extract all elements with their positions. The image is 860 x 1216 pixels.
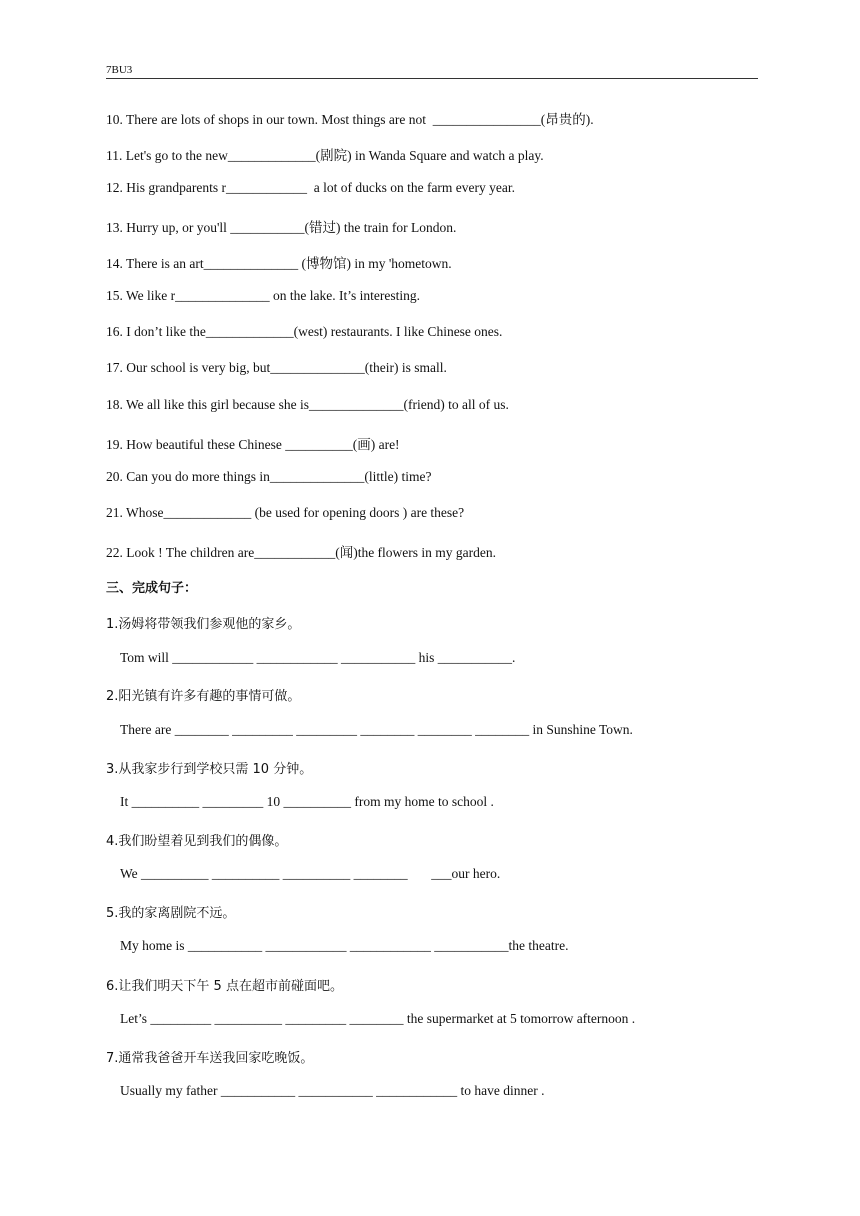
exercise-item-13: 13. Hurry up, or you'll ___________(错过) the train for London.: [106, 220, 457, 235]
exercise-item-21: 21. Whose_____________ (be used for opening doors ) are these?: [106, 505, 465, 520]
sentence-answer-7: Usually my father ___________ ___________ ____________ to have dinner .: [120, 1083, 545, 1098]
exercise-item-22: 22. Look ! The children are____________(闻)the flowers in my garden.: [106, 545, 497, 560]
sentence-answer-5: My home is ___________ ____________ ____________ ___________the theatre.: [120, 938, 569, 953]
sentence-prompt-2: 2.阳光镇有许多有趣的事情可做。: [106, 689, 301, 704]
exercise-item-10: 10. There are lots of shops in our town. Most things are not ________________(昂贵的).: [106, 112, 594, 127]
exercise-item-20: 20. Can you do more things in______________(little) time?: [106, 469, 432, 484]
sentence-answer-1: Tom will ____________ ____________ ___________ his ___________.: [120, 650, 516, 665]
sentence-answer-6: Let’s _________ __________ _________ ________ the supermarket at 5 tomorrow afternoon .: [120, 1011, 636, 1026]
sentence-prompt-7: 7.通常我爸爸开车送我回家吃晚饭。: [106, 1051, 314, 1066]
sentence-answer-3: It __________ _________ 10 __________ from my home to school .: [120, 794, 494, 809]
page-header: [106, 64, 758, 79]
sentence-prompt-1: 1.汤姆将带领我们参观他的家乡。: [106, 617, 301, 632]
exercise-item-16: 16. I don’t like the_____________(west) restaurants. I like Chinese ones.: [106, 324, 503, 339]
section-three-title: 三、完成句子：: [106, 581, 198, 596]
sentence-prompt-5: 5.我的家离剧院不远。: [106, 906, 236, 921]
sentence-prompt-4: 4.我们盼望着见到我们的偶像。: [106, 834, 288, 849]
exercise-item-19: 19. How beautiful these Chinese __________(画) are!: [106, 437, 400, 452]
sentence-answer-4: We __________ __________ __________ ________ ___our hero.: [120, 866, 501, 881]
sentence-prompt-3: 3.从我家步行到学校只需 10 分钟。: [106, 762, 313, 777]
exercise-item-12: 12. His grandparents r____________ a lot of ducks on the farm every year.: [106, 180, 516, 195]
exercise-item-11: 11. Let's go to the new_____________(剧院) in Wanda Square and watch a play.: [106, 148, 544, 163]
exercise-item-18: 18. We all like this girl because she is______________(friend) to all of us.: [106, 397, 509, 412]
sentence-prompt-6: 6.让我们明天下午 5 点在超市前碰面吧。: [106, 979, 343, 994]
exercise-item-15: 15. We like r______________ on the lake. It’s interesting.: [106, 288, 420, 303]
sentence-answer-2: There are ________ _________ _________ ________ ________ ________ in Sunshine Town.: [120, 722, 633, 737]
exercise-item-14: 14. There is an art______________ (博物馆) in my 'hometown.: [106, 256, 452, 271]
header-label: 7BU3: [106, 64, 133, 76]
exercise-item-17: 17. Our school is very big, but______________(their) is small.: [106, 360, 447, 375]
